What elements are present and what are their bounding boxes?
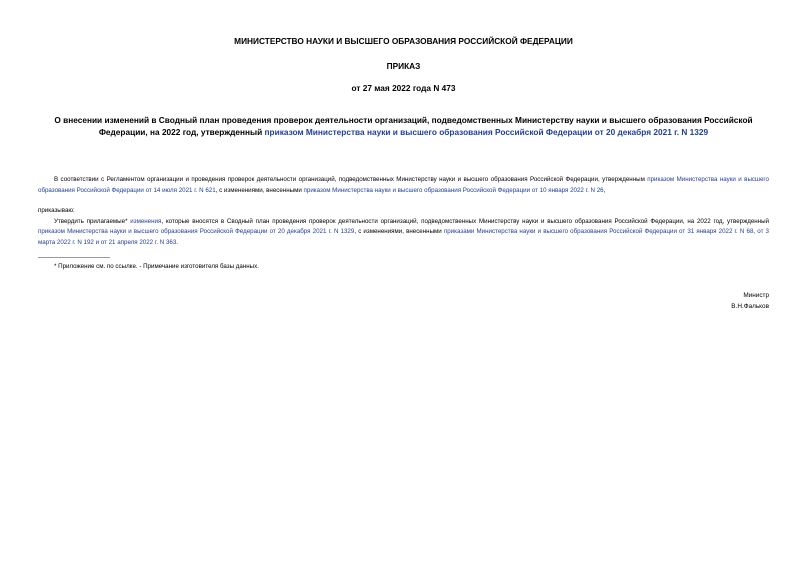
doc-type-heading: ПРИКАЗ <box>386 61 421 71</box>
paragraph-approve-text-2: , которые вносятся в Сводный план проведения проверок деятельности организаций, подведомственных Министерству науки и высшего образования Российской Федерации, на 2022 год, утвержденный <box>161 217 770 225</box>
paragraph-approve-text-3: , с изменениями, внесенными <box>354 228 444 235</box>
link-orders-amendments[interactable]: приказами Министерства науки и высшего образования Российской Федерации от 31 января 2022 г. N 68, от 3 марта 2022 г. N 192 и от 21 апреля 2022 г. N 363 <box>38 228 769 246</box>
doc-date-number: от 27 мая 2022 года N 473 <box>351 83 456 93</box>
prikazyvayu-text: приказываю: <box>38 207 75 214</box>
document-page <box>38 36 769 272</box>
link-order-1329[interactable]: приказом Министерства науки и высшего образования Российской Федерации от 20 декабря 2021 г. N 1329 <box>38 228 355 235</box>
title-link-order-1329[interactable]: приказом Министерства науки и высшего образования Российской Федерации от 20 декабря 2021 г. N 1329 <box>264 127 709 137</box>
paragraph-basis-text-3: , <box>603 186 606 194</box>
document-title <box>38 114 769 138</box>
paragraph-basis-text-2: , с изменениями, внесенными <box>215 186 304 194</box>
title-text: О внесении изменений в Сводный план проведения проверок деятельности организаций, подведомственных Министерству науки и высшего образования Российской Федерации, на 2022 год, утвержденный <box>54 115 753 137</box>
link-changes[interactable]: изменения <box>130 217 162 225</box>
paragraph-basis <box>38 175 769 196</box>
paragraph-basis-text-1: В соответствии с Регламентом организации и проведения проверок деятельности организаций, подведомственных Министерству науки и высшего образования Российской Федерации, утвержденным <box>54 176 648 183</box>
signature-position: Министр <box>743 292 769 299</box>
ministry-heading: МИНИСТЕРСТВО НАУКИ И ВЫСШЕГО ОБРАЗОВАНИЯ РОССИЙСКОЙ ФЕДЕРАЦИИ <box>234 36 573 46</box>
signature-block <box>731 291 769 312</box>
link-order-621[interactable]: приказом Министерства науки и высшего образования Российской Федерации от 14 июля 2021 г. N 621 <box>38 176 769 194</box>
paragraph-approve-text-1: Утвердить прилагаемые* <box>54 217 131 225</box>
footnote: * Приложение см. по ссылке. - Примечание изготовителя базы данных. <box>54 263 259 270</box>
signature-name: В.Н.Фальков <box>731 302 769 310</box>
footnote-separator <box>38 257 110 258</box>
link-order-26[interactable]: приказом Министерства науки и высшего образования Российской Федерации от 10 января 2022 г. N 26 <box>303 186 604 194</box>
paragraph-approve <box>38 217 769 249</box>
paragraph-approve-text-4: . <box>176 238 179 246</box>
